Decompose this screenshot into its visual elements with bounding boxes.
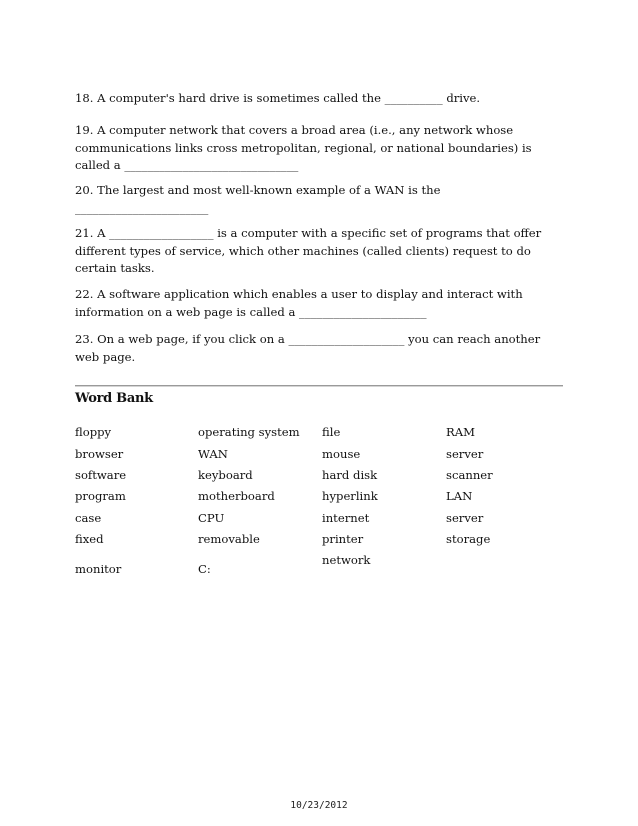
word-bank-cell: CPU bbox=[198, 511, 225, 525]
word-bank-cell: internet bbox=[322, 511, 370, 525]
footer-date: 10/23/2012 bbox=[290, 800, 348, 811]
section-divider bbox=[75, 385, 563, 387]
word-bank-cell: server bbox=[446, 511, 484, 525]
word-bank-cell: WAN bbox=[198, 447, 228, 461]
word-bank-cell: program bbox=[75, 489, 126, 503]
word-bank-cell: RAM bbox=[446, 425, 475, 439]
word-bank-cell: motherboard bbox=[198, 489, 275, 503]
word-bank-cell: removable bbox=[198, 532, 260, 546]
question-21: 21. A __________________ is a computer with a specific set of programs that offer different types of service, which other machines (called clients) request to do certain tasks. bbox=[75, 226, 542, 275]
question-23: 23. On a web page, if you click on a ____________________ you can reach another web page. bbox=[75, 332, 541, 364]
word-bank-cell: monitor bbox=[75, 562, 122, 576]
word-bank-cell: operating system bbox=[198, 425, 300, 439]
word-bank-cell: LAN bbox=[446, 489, 473, 503]
question-20: 20. The largest and most well-known example of a WAN is the _______________________ bbox=[75, 183, 441, 215]
word-bank-title: Word Bank bbox=[75, 391, 153, 406]
question-19: 19. A computer network that covers a broad area (i.e., any network whose communications links cross metropolitan, regional, or national boundaries) is called a ______________________________ bbox=[75, 123, 532, 172]
question-18: 18. A computer's hard drive is sometimes called the __________ drive. bbox=[75, 91, 481, 105]
word-bank-cell: network bbox=[322, 553, 371, 567]
word-bank-cell: browser bbox=[75, 447, 124, 461]
word-bank-cell: keyboard bbox=[198, 468, 253, 482]
word-bank-cell: C: bbox=[198, 562, 211, 576]
question-22: 22. A software application which enables a user to display and interact with information on a web page is called a ______________________ bbox=[75, 287, 523, 319]
word-bank-cell: scanner bbox=[446, 468, 493, 482]
word-bank-cell: software bbox=[75, 468, 127, 482]
word-bank-cell: floppy bbox=[75, 425, 112, 439]
word-bank-cell: storage bbox=[446, 532, 491, 546]
word-bank-cell: mouse bbox=[322, 447, 361, 461]
word-bank-cell: file bbox=[322, 425, 341, 439]
word-bank-cell: case bbox=[75, 511, 102, 525]
word-bank-cell: server bbox=[446, 447, 484, 461]
word-bank-cell: printer bbox=[322, 532, 364, 546]
word-bank-cell: fixed bbox=[75, 532, 104, 546]
word-bank-cell: hyperlink bbox=[322, 489, 378, 503]
word-bank-cell: hard disk bbox=[322, 468, 378, 482]
